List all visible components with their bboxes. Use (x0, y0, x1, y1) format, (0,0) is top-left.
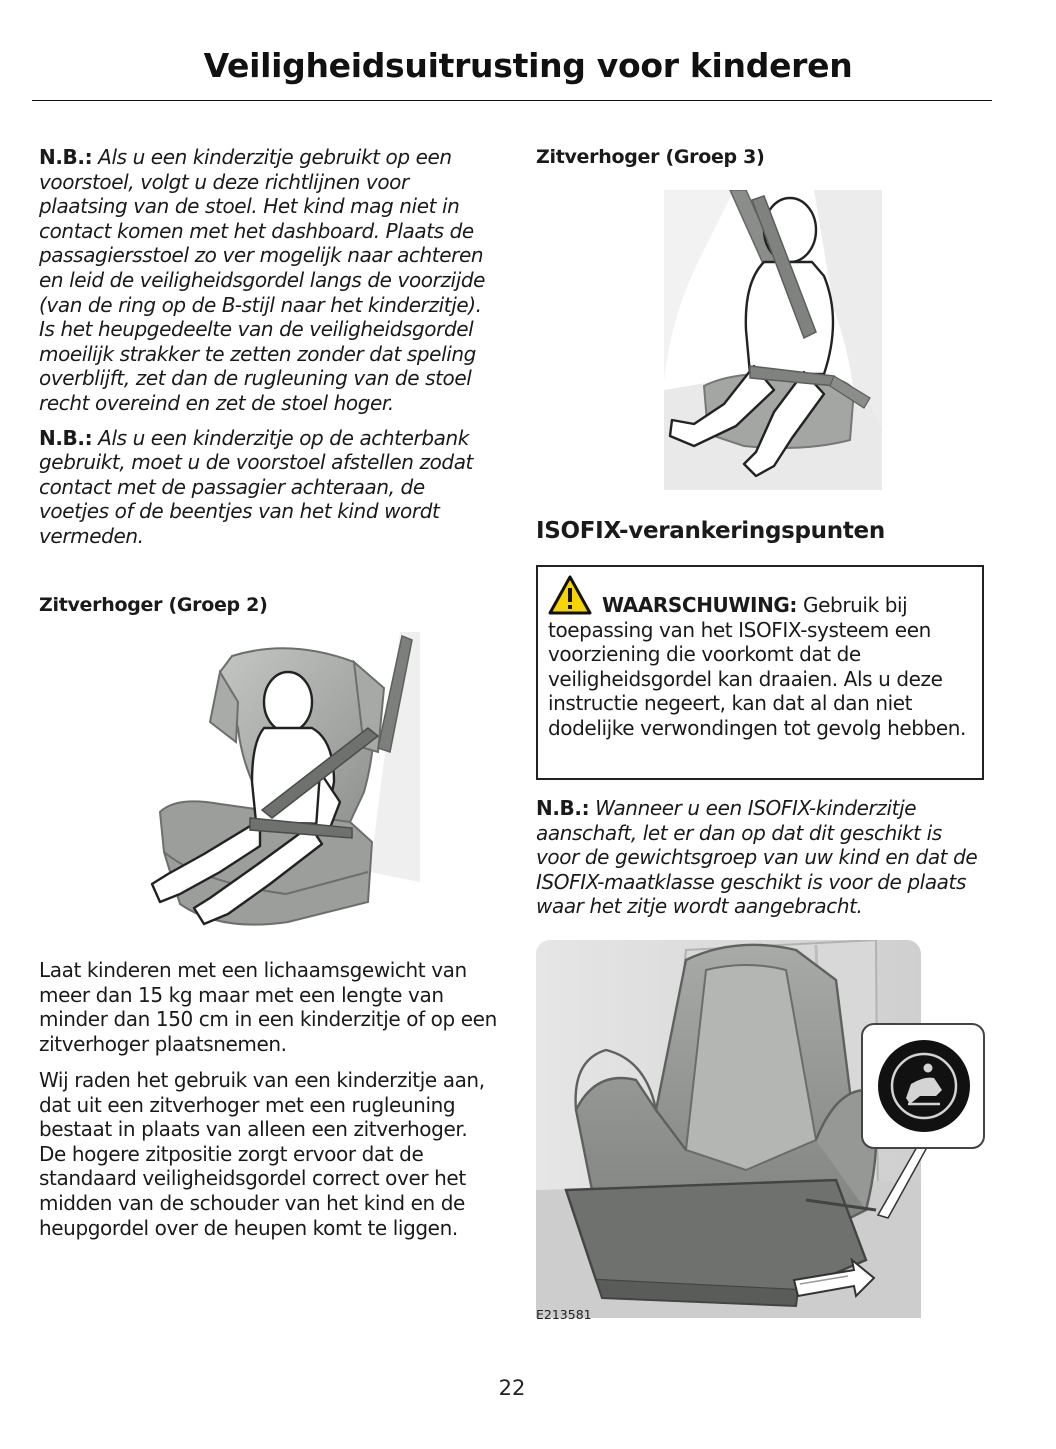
isofix-seat-illustration (536, 940, 988, 1318)
warning-box (536, 565, 984, 780)
note-isofix-purchase (536, 796, 986, 919)
note-text: Als u een kinderzitje op de achterbank gebruikt, moet u de voorstoel afstellen zodat contact met de passagier achteraan, de voetjes of de beentjes van het kind wordt vermeden. (39, 425, 473, 548)
group2-heading: Zitverhoger (Groep 2) (39, 594, 268, 616)
left-column (39, 145, 499, 559)
note-text: Als u een kinderzitje gebruikt op een voorstoel, volgt u deze richtlijnen voor plaatsing van de stoel. Het kind mag niet in contact komen met het dashboard. Plaats de passagiersstoel zo ver mogelijk naar achteren en leid de veiligheidsgordel langs de voorzijde (van de ring op de B-stijl naar het kinderzitje). Is het heupgedeelte van de veiligheidsgordel moeilijk strakker te zetten zonder dat speling overblijft, zet dan de rugleuning van de stoel recht overeind en zet de stoel hoger. (39, 145, 486, 415)
isofix-heading: ISOFIX-verankeringspunten (536, 518, 885, 544)
note-label: N.B.: (536, 796, 590, 820)
warning-text: Gebruik bij toepassing van het ISOFIX-systeem een voorziening die voorkomt dat de veiligheidsgordel kan draaien. Als u deze instructie negeert, kan dat al dan niet dodelijke verwondingen tot gevolg hebben. (548, 593, 966, 740)
image-reference-code: E213581 (536, 1307, 592, 1322)
note-label: N.B.: (39, 145, 93, 169)
page-title: Veiligheidsuitrusting voor kinderen (203, 46, 853, 85)
note-label: N.B.: (39, 425, 93, 450)
note-front-seat (39, 145, 499, 416)
booster-seat-group2-illustration (140, 632, 420, 940)
recommendation-paragraph: Wij raden het gebruik van een kinderzitje aan, dat uit een zitverhoger met een rugleuning bestaat in plaats van alleen een zitverhoger. De hogere zitpositie zorgt ervoor dat de standaard veiligheidsgordel correct over het midden van de schouder van het kind en de heupgordel over de heupen komt te liggen. (39, 1068, 485, 1240)
weight-height-paragraph: Laat kinderen met een lichaamsgewicht van meer dan 15 kg maar met een lengte van minder dan 150 cm in een kinderzitje of op een zitverhoger plaatsnemen. (39, 958, 497, 1056)
warning-label: WAARSCHUWING: (602, 593, 798, 617)
title-divider (32, 100, 992, 101)
page-number: 22 (498, 1376, 526, 1400)
note-text: Wanneer u een ISOFIX-kinderzitje aanschaft, let er dan op dat dit geschikt is voor de gewichtsgroep van uw kind en dat de ISOFIX-maatklasse geschikt is voor de plaats waar het zitje wordt aangebracht. (536, 796, 978, 919)
isofix-child-seat-icon (878, 1040, 970, 1132)
warning-text-block (548, 593, 972, 740)
booster-seat-group3-illustration (664, 190, 882, 490)
group3-heading: Zitverhoger (Groep 3) (536, 146, 765, 168)
warning-triangle-icon (548, 575, 592, 615)
note-rear-seat (39, 426, 499, 549)
